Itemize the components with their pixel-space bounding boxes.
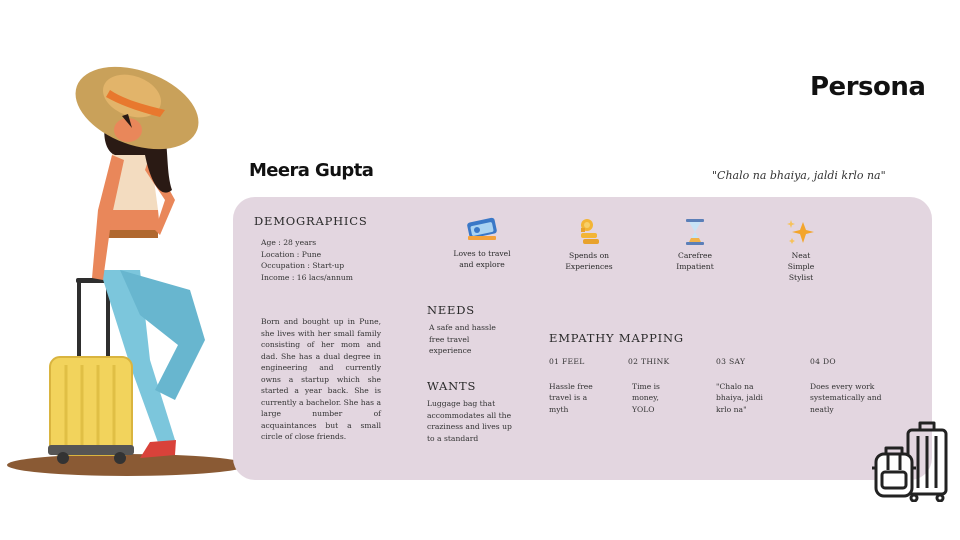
needs-text: A safe and hassle free travel experience — [429, 323, 496, 355]
bio-text: Born and bought up in Pune, she lives with her small family consisting of her mom and dad. She has a dual degree in engineering and currently owns a startup which she started a year back. She is currently a bachelor. She has a large number of acquaintances but a small circle of close friends. — [261, 317, 381, 441]
empathy-label: 02 THINK — [628, 357, 670, 366]
ticket-icon — [465, 214, 499, 244]
trait-line: Experiences — [565, 262, 613, 271]
empathy-label: 04 DO — [810, 357, 836, 366]
demographic-income: Income : 16 lacs/annum — [261, 272, 353, 282]
trait-line: Carefree — [678, 251, 712, 260]
trait-line: and explore — [459, 260, 505, 269]
empathy-say — [716, 356, 774, 415]
empathy-text: "Chalo na bhaiya, jaldi krlo na" — [716, 381, 763, 414]
hourglass-icon — [683, 218, 707, 246]
empathy-label: 03 SAY — [716, 357, 746, 366]
empathy-text: Hassle free travel is a myth — [549, 381, 593, 414]
trait-line: Simple — [787, 262, 815, 271]
empathy-think — [628, 356, 680, 415]
trait-line: Loves to travel — [453, 249, 511, 258]
empathy-label: 01 FEEL — [549, 357, 585, 366]
empathy-text: Does every work systematically and neatly — [810, 381, 882, 414]
wants-heading: WANTS — [427, 379, 477, 393]
trait-neat — [761, 218, 841, 283]
demographics-list — [261, 237, 353, 283]
ground-shadow — [7, 454, 247, 476]
empathy-feel — [549, 356, 605, 415]
luggage-bags-icon — [870, 420, 952, 502]
suitcase — [50, 357, 132, 455]
empathy-do — [810, 356, 886, 415]
demographics-heading: DEMOGRAPHICS — [254, 214, 368, 228]
empathy-heading: EMPATHY MAPPING — [549, 331, 684, 345]
persona-quote: "Chalo na bhaiya, jaldi krlo na" — [712, 169, 886, 182]
traveler-illustration — [0, 60, 250, 490]
trait-line: Stylist — [788, 273, 814, 282]
trait-carefree — [655, 218, 735, 272]
persona-title: Persona — [810, 72, 926, 102]
wants-text: Luggage bag that accommodates all the craziness and lives up to a standard — [427, 399, 512, 443]
needs-heading: NEEDS — [427, 303, 475, 317]
demographic-age: Age : 28 years — [261, 238, 317, 247]
trait-travel — [442, 214, 522, 270]
sparkle-icon — [785, 218, 817, 246]
demographic-occupation: Occupation : Start-up — [261, 261, 345, 270]
suitcase-handle — [77, 280, 81, 360]
trait-line: Spends on — [568, 251, 610, 260]
empathy-text: Time is money, YOLO — [632, 381, 660, 414]
trait-line: Neat — [791, 251, 811, 260]
persona-name: Meera Gupta — [249, 160, 374, 181]
trait-spends — [549, 218, 629, 272]
demographic-location: Location : Pune — [261, 249, 322, 259]
coins-icon — [576, 218, 602, 246]
trait-line: Impatient — [676, 262, 714, 271]
